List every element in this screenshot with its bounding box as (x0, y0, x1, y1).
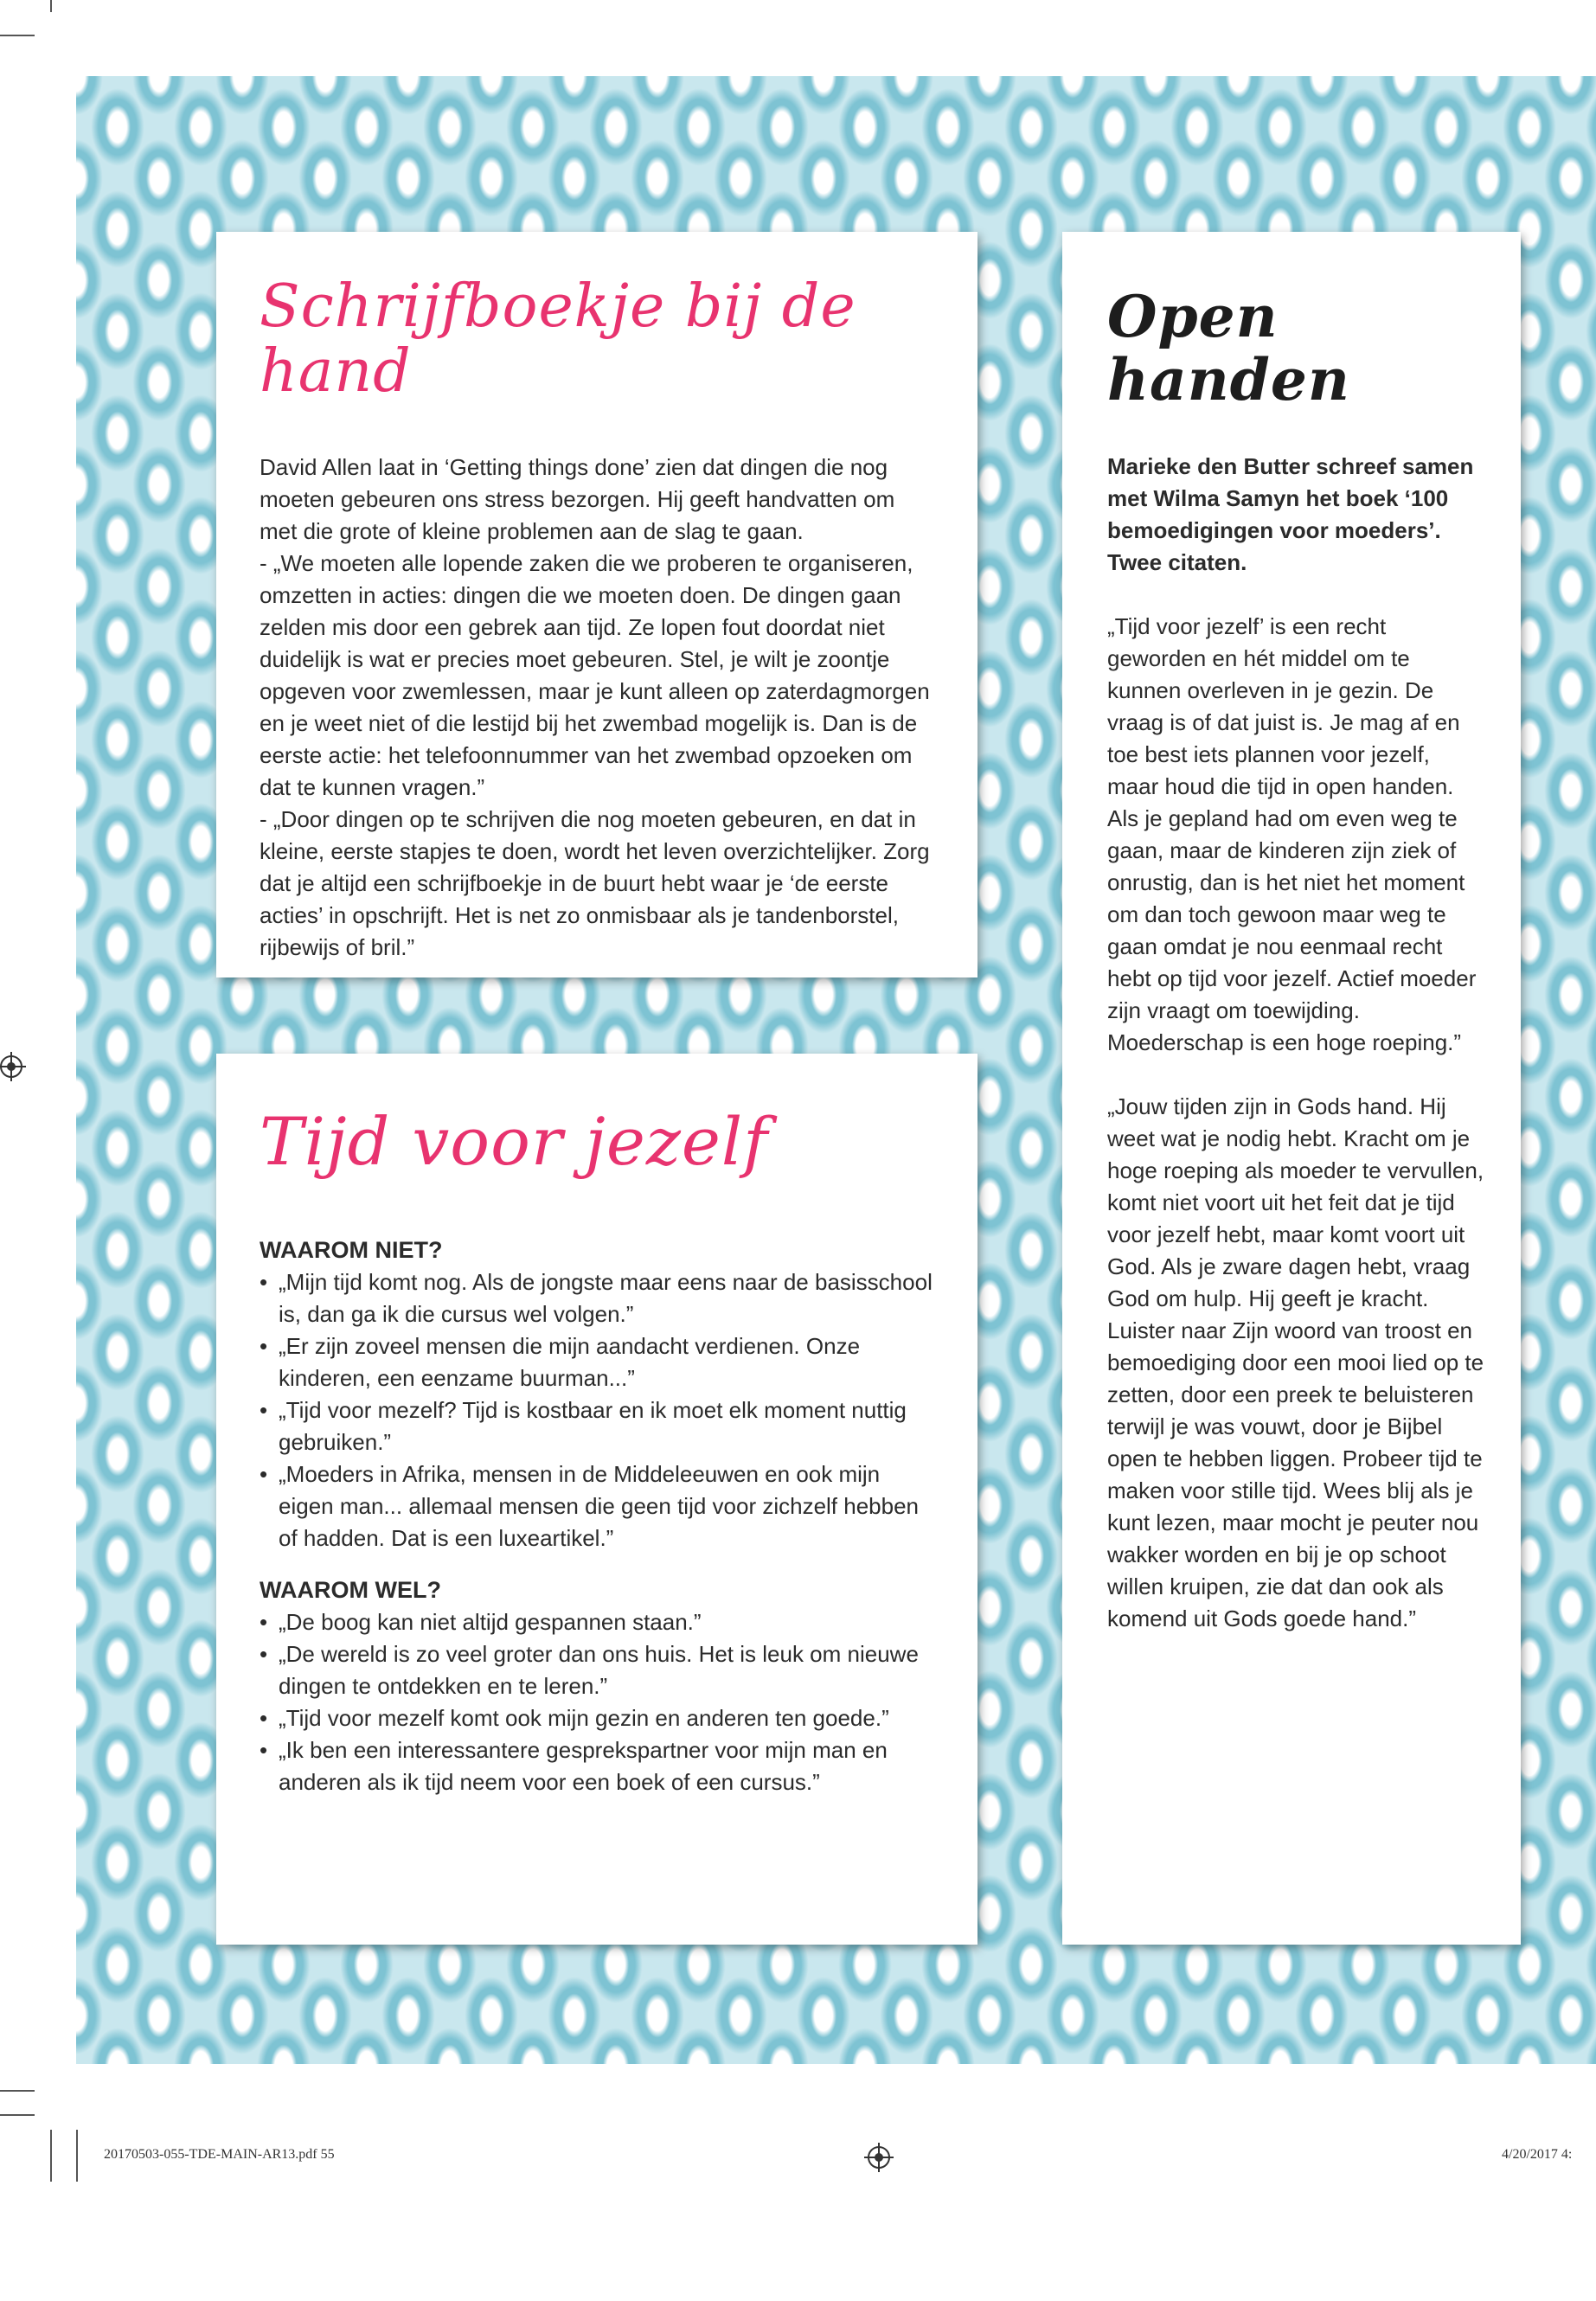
crop-mark (0, 2114, 35, 2116)
footer-date: 4/20/2017 4: (1502, 2147, 1573, 2162)
card-tijd-voor-jezelf (216, 1054, 977, 1945)
intro-text: Marieke den Butter schreef samen met Wilma Samyn het boek ‘100 bemoedigingen voor moeders’. Twee citaten. (1107, 453, 1474, 576)
footer-filename: 20170503-055-TDE-MAIN-AR13.pdf 55 (104, 2147, 335, 2162)
crop-mark (0, 35, 35, 36)
paragraph: - „Door dingen op te schrijven die nog moeten gebeuren, en dat in kleine, eerste stapjes te doen, wordt het leven overzichtelijker. Zorg dat je altijd een schrijfboekje in de buurt hebt waar je ‘de eerste acties’ in opschrijft. Het is net zo onmisbaar als je tandenborstel, rijbewijs of bril.” (260, 805, 930, 960)
card-schrijfboekje (216, 232, 977, 977)
quote: „Jouw tijden zijn in Gods hand. Hij weet wat je nodig hebt. Kracht om je hoge roeping als moeder te vervullen, komt niet voort uit het feit dat je tijd voor jezelf hebt, maar komt voort uit God. Als je zware dagen hebt, vraag God om hulp. Hij geeft je kracht. Luister naar Zijn woord van troost en bemoediging door een mooi lied op te zetten, door een preek te beluisteren terwijl je was vouwt, door je Bijbel open te hebben liggen. Probeer tijd te maken voor stille tijd. Wees blij als je kunt lezen, maar mocht je peuter nou wakker worden en bij je op schoot willen kruipen, zie dat dan ook als komend uit Gods goede hand.” (1107, 1093, 1484, 1632)
card-open-handen (1062, 232, 1521, 1945)
card-title: Schrijfboekje bij de hand (260, 272, 856, 406)
list-item: • „De wereld is zo veel groter dan ons huis. Het is leuk om nieuwe dingen te ontdekken en te leren.” (260, 1638, 936, 1702)
registration-mark-icon (868, 2146, 890, 2169)
card-title: Tijd voor jezelf (260, 1103, 769, 1180)
section-heading: WAAROM NIET? (260, 1236, 443, 1263)
crop-mark (50, 2130, 52, 2182)
list-item: • „Er zijn zoveel mensen die mijn aandacht verdienen. Onze kinderen, een eenzame buurman...” (260, 1330, 936, 1394)
list-item: • „Moeders in Afrika, mensen in de Middeleeuwen en ook mijn eigen man... allemaal mensen die geen tijd voor zichzelf hebben of hadden. Dat is een luxeartikel.” (260, 1458, 936, 1554)
list-item: • „Tijd voor mezelf komt ook mijn gezin en anderen ten goede.” (260, 1702, 936, 1734)
quote: „Tijd voor jezelf’ is een recht geworden en hét middel om te kunnen overleven in je gezin. De vraag is of dat juist is. Je mag af en toe best iets plannen voor jezelf, maar houd die tijd in open handen. Als je gepland had om even weg te gaan, maar de kinderen zijn ziek of onrustig, dan is het niet het moment om dan toch gewoon maar weg te gaan omdat je nou eenmaal recht hebt op tijd voor jezelf. Actief moeder zijn vraagt om toewijding. Moederschap is een hoge roeping.” (1107, 613, 1477, 1056)
list-item: • „Mijn tijd komt nog. Als de jongste maar eens naar de basisschool is, dan ga ik die cursus wel volgen.” (260, 1266, 936, 1330)
card-body (1107, 451, 1486, 1635)
bullet-list (260, 1606, 936, 1798)
card-title: Open handen (1107, 283, 1350, 413)
registration-mark-icon (0, 1055, 22, 1078)
crop-mark (76, 2130, 78, 2182)
section-heading: WAAROM WEL? (260, 1576, 441, 1603)
paragraph: - „We moeten alle lopende zaken die we proberen te organiseren, omzetten in acties: dingen die we moeten doen. De dingen gaan zelden mis door een gebrek aan tijd. Ze lopen fout doordat niet duidelijk is wat er precies moet gebeuren. Stel, je wilt je zoontje opgeven voor zwemlessen, maar je kunt alleen op zaterdagmorgen en je weet niet of die lestijd bij het zwembad mogelijk is. Dan is de eerste actie: het telefoonnummer van het zwembad opzoeken om dat te kunnen vragen.” (260, 549, 930, 800)
card-body (260, 452, 936, 964)
list-item: • „De boog kan niet altijd gespannen staan.” (260, 1606, 936, 1638)
bullet-list (260, 1266, 936, 1554)
crop-mark (50, 0, 52, 12)
crop-mark (0, 2090, 35, 2092)
list-item: • „Ik ben een interessantere gesprekspartner voor mijn man en anderen als ik tijd neem voor een boek of een cursus.” (260, 1734, 936, 1798)
list-item: • „Tijd voor mezelf? Tijd is kostbaar en ik moet elk moment nuttig gebruiken.” (260, 1394, 936, 1458)
card-body (260, 1234, 936, 1798)
paragraph: David Allen laat in ‘Getting things done’ zien dat dingen die nog moeten gebeuren ons stress bezorgen. Hij geeft handvatten om met die grote of kleine problemen aan de slag te gaan. (260, 453, 895, 544)
